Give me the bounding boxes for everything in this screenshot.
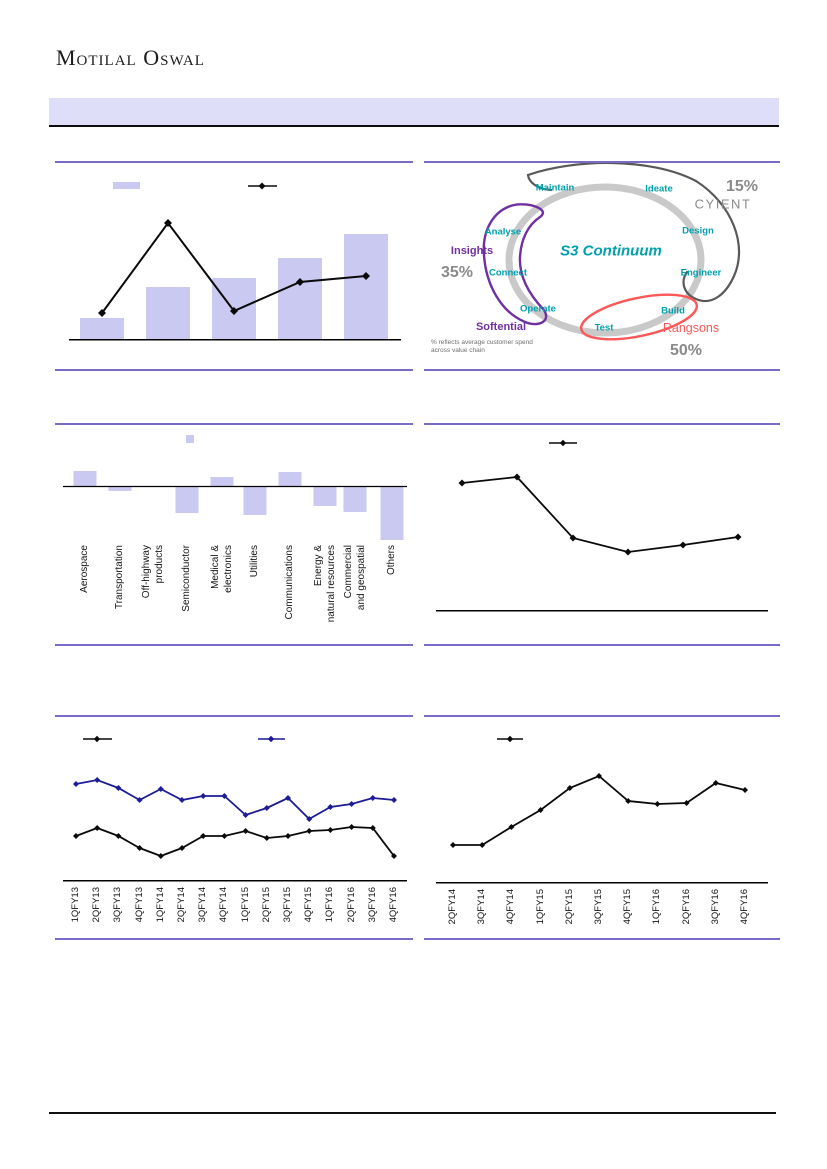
mid-line-chart [424,425,780,644]
axis-category-label: Medical & electronics [210,545,234,593]
segment-growth-bar-chart [55,425,413,545]
bar [74,471,97,486]
diamond-marker [349,824,355,830]
axis-category-label: 2QFY15 [563,889,575,925]
axis-category-label: 1QFY16 [651,889,663,925]
axis-category-label: 3QFY14 [197,887,209,923]
axis-category-label: 4QFY16 [739,889,750,925]
diamond-marker [264,805,270,811]
bar [344,234,388,339]
axis-category-label: 4QFY14 [505,889,517,925]
s3-label-connect: Connect [489,267,527,279]
single-line-chart [424,717,780,887]
data-line [462,477,738,552]
diamond-marker [221,833,227,839]
axis-category-label: 1QFY15 [239,887,251,923]
panel-s3-continuum-diagram [424,161,780,371]
bar [314,486,337,506]
s3-label-cyient: CYIENT [694,196,752,212]
bar [278,258,322,339]
diamond-marker [560,440,566,446]
s3-label-build: Build [661,305,685,317]
legend-bar-swatch [186,435,194,443]
axis-category-label: Utilities [249,545,260,578]
diamond-marker [654,801,660,807]
diamond-marker [94,736,100,742]
panel-segment-growth-bars [55,423,413,646]
diamond-marker [370,795,376,801]
diamond-marker [285,833,291,839]
diamond-marker [327,827,333,833]
bar [381,486,404,540]
axis-category-label: 2QFY13 [91,887,103,923]
data-line [76,827,394,856]
axis-category-label: Aerospace [79,545,90,593]
s3-label-operate: Operate [520,303,556,315]
s3-label-engineer: Engineer [680,267,722,279]
axis-category-label: Transportation [114,545,125,610]
diagram-footnote [431,339,533,355]
bar [279,472,302,486]
axis-category-label: 3QFY16 [709,889,721,925]
axis-category-label: Energy & natural resources [313,545,337,623]
diagram-footnote-line1: % reflects average customer spend [431,339,533,346]
axis-category-label: 4QFY15 [622,889,634,925]
dual-line-chart [55,717,413,885]
diamond-marker [625,549,632,556]
legend-bar-swatch [113,182,140,189]
diamond-marker [735,534,742,541]
bar [146,287,190,339]
diamond-marker [268,736,274,742]
axis-category-label: Commercial and geospatial [343,545,367,611]
bar [211,477,234,486]
diamond-marker [349,801,355,807]
axis-category-label: 3QFY13 [112,887,124,923]
rangsons-loop [577,286,700,348]
axis-category-label: 3QFY16 [366,887,378,923]
bar [344,486,367,512]
data-line [453,776,745,845]
axis-category-label: 4QFY13 [133,887,145,923]
diamond-marker [459,480,466,487]
diamond-marker [259,183,266,190]
diamond-marker [94,825,100,831]
axis-category-label: 1QFY15 [534,889,546,925]
axis-category-label: 3QFY15 [593,889,604,925]
diamond-marker [306,828,312,834]
axis-category-label: 2QFY16 [345,887,357,923]
diamond-marker [158,853,164,859]
s3-continuum-title: S3 Continuum [560,242,662,260]
s3-label-50-: 50% [669,342,703,359]
axis-category-label: 4QFY16 [388,887,399,923]
s3-label-rangsons: Rangsons [662,321,720,335]
panel-bar-line-combo [55,161,413,371]
bar [176,486,199,513]
diagram-footnote-line2: across value chain [431,347,485,354]
s3-label-design: Design [682,225,714,237]
data-line [76,780,394,819]
bar [80,318,124,339]
motilal-oswal-logo: Motilal Oswal [56,45,205,70]
s3-label-analyse: Analyse [484,226,522,238]
s3-label-test: Test [594,322,614,334]
diamond-marker [507,736,513,742]
diamond-marker [742,787,748,793]
axis-category-label: 1QFY16 [324,887,336,923]
diamond-marker [264,835,270,841]
diamond-marker [200,793,206,799]
s3-label-ideate: Ideate [645,183,673,195]
s3-label-maintain: Maintain [535,182,575,194]
axis-category-label: 1QFY13 [70,887,81,923]
axis-category-label: 4QFY15 [303,887,315,923]
diamond-marker [243,828,249,834]
diamond-marker [73,833,79,839]
axis-category-label: 1QFY14 [154,887,166,923]
footer-rule [49,1112,776,1114]
axis-category-label: 2QFY15 [260,887,272,923]
diamond-marker [73,781,79,787]
diamond-marker [94,777,100,783]
axis-category-label: 2QFY14 [176,887,187,923]
section-header-banner [49,98,779,127]
s3-label-softential: Softential [475,321,527,333]
s3-label-insights: Insights [450,245,494,257]
axis-category-label: Semiconductor [181,545,192,612]
panel-dual-line-chart [55,715,413,940]
axis-category-label: 3QFY15 [282,887,293,923]
bar [244,486,267,515]
axis-category-label: 4QFY14 [218,887,230,923]
axis-category-label: Off-highway products [141,545,165,599]
axis-category-label: Others [386,545,397,576]
diamond-marker [450,842,456,848]
panel-mid-line-chart [424,423,780,646]
axis-category-label: Communications [284,545,295,620]
axis-category-label: 2QFY16 [680,889,692,925]
panel-single-line-chart [424,715,780,940]
s3-label-15-: 15% [725,178,759,195]
s3-label-35-: 35% [440,264,474,281]
axis-category-label: 3QFY14 [476,889,488,925]
bar-line-combo-chart [55,163,413,369]
axis-category-label: 2QFY14 [447,889,458,925]
diamond-marker [680,542,687,549]
diamond-marker [391,797,397,803]
